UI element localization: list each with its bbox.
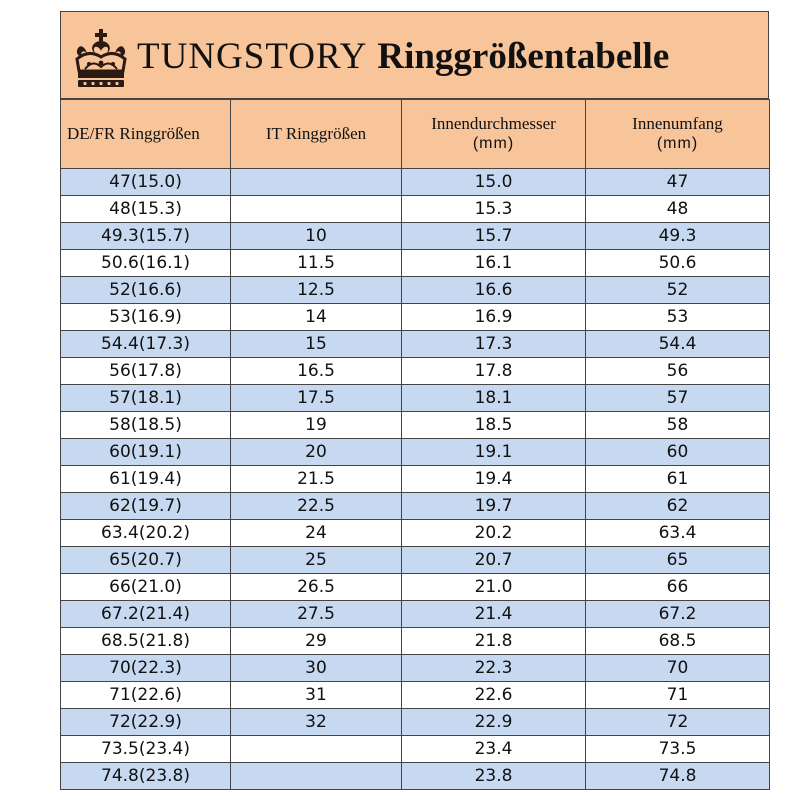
cell-it-size: 14 bbox=[231, 304, 402, 331]
cell-de-fr-size: 48(15.3) bbox=[61, 196, 231, 223]
cell-it-size: 12.5 bbox=[231, 277, 402, 304]
cell-inner-diameter: 19.4 bbox=[402, 466, 586, 493]
cell-it-size: 25 bbox=[231, 547, 402, 574]
cell-it-size: 26.5 bbox=[231, 574, 402, 601]
cell-it-size: 16.5 bbox=[231, 358, 402, 385]
table-row bbox=[61, 763, 770, 790]
cell-inner-circumference: 71 bbox=[586, 682, 770, 709]
cell-de-fr-size: 63.4(20.2) bbox=[61, 520, 231, 547]
cell-it-size bbox=[231, 169, 402, 196]
cell-inner-circumference: 53 bbox=[586, 304, 770, 331]
cell-de-fr-size: 68.5(21.8) bbox=[61, 628, 231, 655]
cell-inner-circumference: 62 bbox=[586, 493, 770, 520]
column-header-label: DE/FR Ringgrößen bbox=[67, 124, 200, 143]
table-row bbox=[61, 493, 770, 520]
table-row bbox=[61, 250, 770, 277]
cell-it-size: 17.5 bbox=[231, 385, 402, 412]
cell-it-size bbox=[231, 736, 402, 763]
cell-inner-circumference: 54.4 bbox=[586, 331, 770, 358]
chart-title: Ringgrößentabelle bbox=[377, 36, 670, 77]
cell-de-fr-size: 50.6(16.1) bbox=[61, 250, 231, 277]
table-body bbox=[61, 169, 770, 790]
cell-de-fr-size: 53(16.9) bbox=[61, 304, 231, 331]
cell-de-fr-size: 52(16.6) bbox=[61, 277, 231, 304]
table-row bbox=[61, 574, 770, 601]
cell-inner-diameter: 16.6 bbox=[402, 277, 586, 304]
cell-inner-diameter: 22.9 bbox=[402, 709, 586, 736]
table-row bbox=[61, 682, 770, 709]
table-row bbox=[61, 736, 770, 763]
cell-inner-diameter: 21.8 bbox=[402, 628, 586, 655]
cell-inner-diameter: 16.1 bbox=[402, 250, 586, 277]
cell-de-fr-size: 61(19.4) bbox=[61, 466, 231, 493]
cell-de-fr-size: 58(18.5) bbox=[61, 412, 231, 439]
cell-it-size: 21.5 bbox=[231, 466, 402, 493]
cell-de-fr-size: 70(22.3) bbox=[61, 655, 231, 682]
table-row bbox=[61, 439, 770, 466]
cell-inner-circumference: 66 bbox=[586, 574, 770, 601]
cell-it-size: 20 bbox=[231, 439, 402, 466]
column-header-it bbox=[231, 100, 402, 169]
ring-size-chart bbox=[60, 11, 769, 787]
cell-inner-circumference: 70 bbox=[586, 655, 770, 682]
cell-de-fr-size: 71(22.6) bbox=[61, 682, 231, 709]
cell-inner-diameter: 22.6 bbox=[402, 682, 586, 709]
table-row bbox=[61, 169, 770, 196]
cell-de-fr-size: 62(19.7) bbox=[61, 493, 231, 520]
table-row bbox=[61, 412, 770, 439]
cell-it-size bbox=[231, 763, 402, 790]
cell-de-fr-size: 47(15.0) bbox=[61, 169, 231, 196]
cell-inner-circumference: 57 bbox=[586, 385, 770, 412]
cell-inner-diameter: 19.1 bbox=[402, 439, 586, 466]
table-header-row bbox=[61, 100, 770, 169]
column-header-inner-circumference bbox=[586, 100, 770, 169]
column-header-label: IT Ringgrößen bbox=[265, 124, 367, 143]
cell-inner-diameter: 23.8 bbox=[402, 763, 586, 790]
table-row bbox=[61, 223, 770, 250]
cell-inner-diameter: 21.0 bbox=[402, 574, 586, 601]
cell-it-size: 22.5 bbox=[231, 493, 402, 520]
cell-inner-diameter: 15.3 bbox=[402, 196, 586, 223]
cell-inner-circumference: 48 bbox=[586, 196, 770, 223]
cell-de-fr-size: 67.2(21.4) bbox=[61, 601, 231, 628]
cell-inner-circumference: 67.2 bbox=[586, 601, 770, 628]
cell-de-fr-size: 66(21.0) bbox=[61, 574, 231, 601]
cell-inner-circumference: 49.3 bbox=[586, 223, 770, 250]
table-row bbox=[61, 196, 770, 223]
cell-it-size: 32 bbox=[231, 709, 402, 736]
column-header-label: Innendurchmesser bbox=[431, 114, 556, 133]
cell-inner-circumference: 50.6 bbox=[586, 250, 770, 277]
cell-it-size: 27.5 bbox=[231, 601, 402, 628]
cell-inner-diameter: 15.0 bbox=[402, 169, 586, 196]
cell-inner-diameter: 17.8 bbox=[402, 358, 586, 385]
table-row bbox=[61, 628, 770, 655]
column-header-unit: (mm) bbox=[656, 135, 699, 152]
table-row bbox=[61, 277, 770, 304]
column-header-unit: (mm) bbox=[472, 135, 515, 152]
cell-inner-circumference: 74.8 bbox=[586, 763, 770, 790]
table-row bbox=[61, 709, 770, 736]
cell-inner-diameter: 22.3 bbox=[402, 655, 586, 682]
cell-inner-circumference: 73.5 bbox=[586, 736, 770, 763]
cell-inner-circumference: 65 bbox=[586, 547, 770, 574]
cell-de-fr-size: 74.8(23.8) bbox=[61, 763, 231, 790]
cell-de-fr-size: 65(20.7) bbox=[61, 547, 231, 574]
cell-de-fr-size: 56(17.8) bbox=[61, 358, 231, 385]
cell-inner-circumference: 60 bbox=[586, 439, 770, 466]
table-row bbox=[61, 601, 770, 628]
cell-inner-circumference: 61 bbox=[586, 466, 770, 493]
cell-inner-circumference: 47 bbox=[586, 169, 770, 196]
cell-de-fr-size: 60(19.1) bbox=[61, 439, 231, 466]
cell-inner-diameter: 15.7 bbox=[402, 223, 586, 250]
crown-icon bbox=[71, 27, 131, 91]
table-row bbox=[61, 520, 770, 547]
cell-inner-diameter: 20.7 bbox=[402, 547, 586, 574]
cell-inner-circumference: 72 bbox=[586, 709, 770, 736]
title-banner bbox=[60, 11, 769, 99]
cell-it-size: 15 bbox=[231, 331, 402, 358]
table-row bbox=[61, 547, 770, 574]
cell-inner-circumference: 56 bbox=[586, 358, 770, 385]
cell-inner-diameter: 19.7 bbox=[402, 493, 586, 520]
cell-inner-circumference: 63.4 bbox=[586, 520, 770, 547]
cell-inner-diameter: 17.3 bbox=[402, 331, 586, 358]
cell-it-size bbox=[231, 196, 402, 223]
cell-it-size: 29 bbox=[231, 628, 402, 655]
table-row bbox=[61, 331, 770, 358]
cell-it-size: 19 bbox=[231, 412, 402, 439]
cell-inner-diameter: 16.9 bbox=[402, 304, 586, 331]
cell-inner-diameter: 18.5 bbox=[402, 412, 586, 439]
cell-it-size: 31 bbox=[231, 682, 402, 709]
cell-de-fr-size: 73.5(23.4) bbox=[61, 736, 231, 763]
cell-it-size: 11.5 bbox=[231, 250, 402, 277]
cell-inner-diameter: 23.4 bbox=[402, 736, 586, 763]
cell-de-fr-size: 49.3(15.7) bbox=[61, 223, 231, 250]
size-table bbox=[60, 99, 770, 790]
brand-name: TUNGSTORY bbox=[137, 36, 368, 77]
cell-inner-diameter: 18.1 bbox=[402, 385, 586, 412]
cell-it-size: 30 bbox=[231, 655, 402, 682]
cell-de-fr-size: 54.4(17.3) bbox=[61, 331, 231, 358]
cell-inner-circumference: 58 bbox=[586, 412, 770, 439]
table-row bbox=[61, 385, 770, 412]
cell-de-fr-size: 57(18.1) bbox=[61, 385, 231, 412]
cell-inner-diameter: 20.2 bbox=[402, 520, 586, 547]
cell-inner-circumference: 52 bbox=[586, 277, 770, 304]
table-row bbox=[61, 655, 770, 682]
column-header-label: Innenumfang bbox=[632, 114, 723, 133]
table-row bbox=[61, 358, 770, 385]
cell-inner-circumference: 68.5 bbox=[586, 628, 770, 655]
column-header-de-fr bbox=[61, 100, 231, 169]
table-row bbox=[61, 304, 770, 331]
cell-inner-diameter: 21.4 bbox=[402, 601, 586, 628]
table-row bbox=[61, 466, 770, 493]
column-header-inner-diameter bbox=[402, 100, 586, 169]
cell-de-fr-size: 72(22.9) bbox=[61, 709, 231, 736]
page-title bbox=[137, 35, 669, 78]
cell-it-size: 10 bbox=[231, 223, 402, 250]
cell-it-size: 24 bbox=[231, 520, 402, 547]
